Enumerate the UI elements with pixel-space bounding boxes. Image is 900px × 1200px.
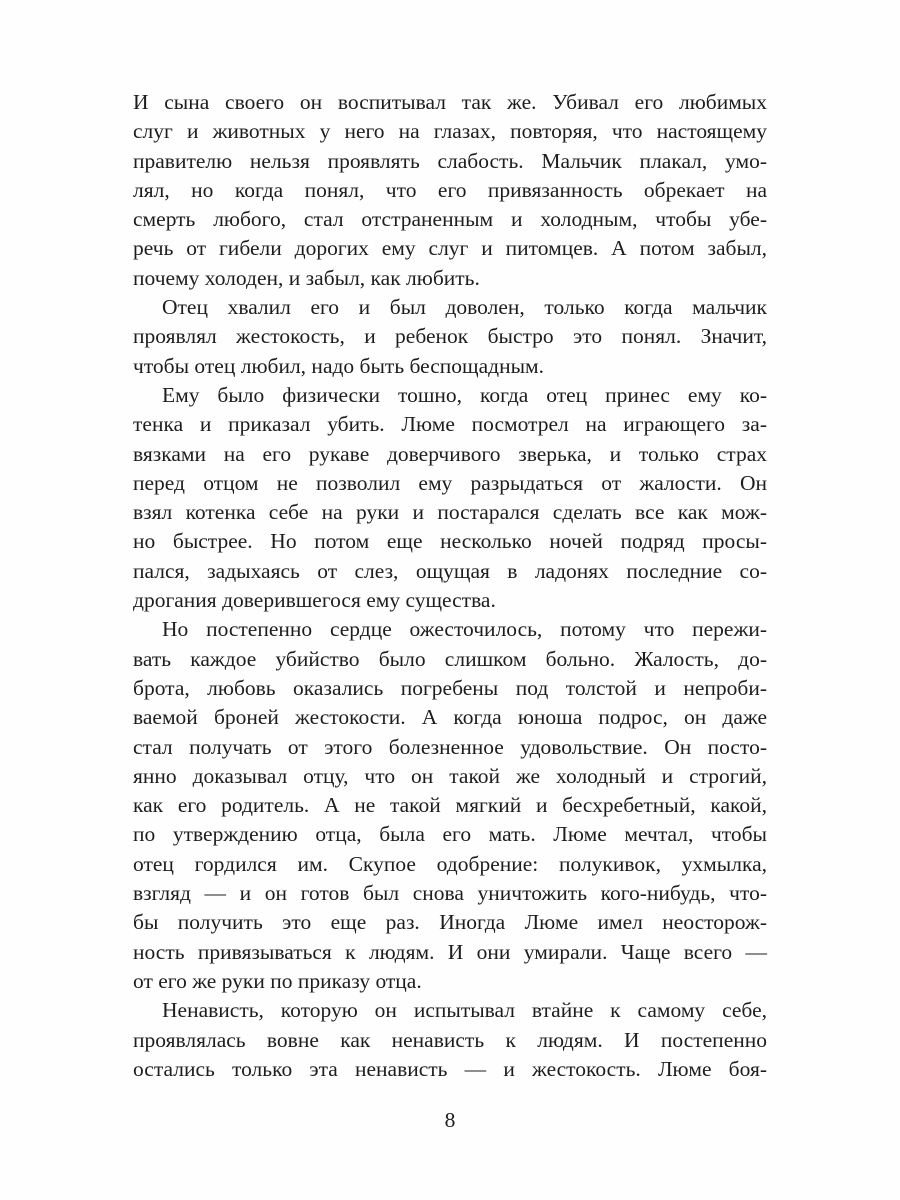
page-number: 8 (444, 1108, 456, 1132)
text-line: стал получать от этого болезненное удовольствие. Он посто- (133, 734, 767, 759)
text-line: Ему было физически тошно, когда отец принес ему ко- (162, 382, 767, 407)
paragraph (133, 88, 767, 293)
text-line: по утверждению отца, была его мать. Люме мечтал, чтобы (133, 822, 767, 847)
text-line: проявлялась вовне как ненависть к людям. И постепенно (133, 1027, 767, 1052)
text-line: от его же руки по приказу отца. (133, 968, 422, 993)
text-line: как его родитель. А не такой мягкий и бесхребетный, какой, (133, 793, 767, 818)
text-line: проявлял жестокость, и ребенок быстро это понял. Значит, (133, 324, 767, 349)
text-line: Отец хвалил его и был доволен, только когда мальчик (162, 295, 767, 320)
text-line: тенка и приказал убить. Люме посмотрел на играющего за- (133, 412, 767, 437)
text-line: почему холоден, и забыл, как любить. (133, 265, 480, 290)
text-line: отец гордился им. Скупое одобрение: полукивок, ухмылка, (133, 851, 767, 876)
text-line: перед отцом не позволил ему разрыдаться от жалости. Он (133, 470, 767, 495)
text-line: но быстрее. Но потом еще несколько ночей подряд просы- (133, 529, 767, 554)
body-text (133, 88, 767, 1084)
paragraph (133, 615, 767, 996)
paragraph (133, 381, 767, 615)
text-line: брота, любовь оказались погребены под толстой и непроби- (133, 675, 767, 700)
text-line: янно доказывал отцу, что он такой же холодный и строгий, (133, 763, 767, 788)
text-line: Ненависть, которую он испытывал втайне к самому себе, (162, 998, 767, 1023)
text-line: пался, задыхаясь от слез, ощущая в ладонях последние со- (133, 558, 767, 583)
text-line: ваемой броней жестокости. А когда юноша подрос, он даже (133, 705, 767, 730)
paragraph (133, 293, 767, 381)
text-line: смерть любого, стал отстраненным и холодным, чтобы убе- (133, 207, 767, 232)
text-line: слуг и животных у него на глазах, повторяя, что настоящему (133, 119, 767, 144)
text-line: дрогания доверившегося ему существа. (133, 588, 496, 613)
text-line: Но постепенно сердце ожесточилось, потому что пережи- (162, 617, 767, 642)
text-line: И сына своего он воспитывал так же. Убивал его любимых (133, 90, 767, 114)
text-line: ность привязываться к людям. И они умирали. Чаще всего — (133, 939, 767, 964)
text-line: остались только эта ненависть — и жестокость. Люме боя- (133, 1056, 767, 1081)
text-line: вать каждое убийство было слишком больно. Жалость, до- (133, 646, 767, 671)
text-line: вязками на его рукаве доверчивого зверька, и только страх (133, 441, 767, 466)
text-line: лял, но когда понял, что его привязанность обрекает на (133, 177, 767, 202)
text-line: бы получить это еще раз. Иногда Люме имел неосторож- (133, 910, 767, 935)
text-line: чтобы отец любил, надо быть беспощадным. (133, 353, 545, 378)
text-line: правителю нельзя проявлять слабость. Мальчик плакал, умо- (133, 148, 767, 173)
text-line: взгляд — и он готов был снова уничтожить кого-нибудь, что- (133, 881, 767, 906)
paragraph (133, 996, 767, 1084)
text-line: речь от гибели дорогих ему слуг и питомцев. А потом забыл, (133, 236, 767, 261)
text-line: взял котенка себе на руки и постарался сделать все как мож- (133, 500, 767, 525)
